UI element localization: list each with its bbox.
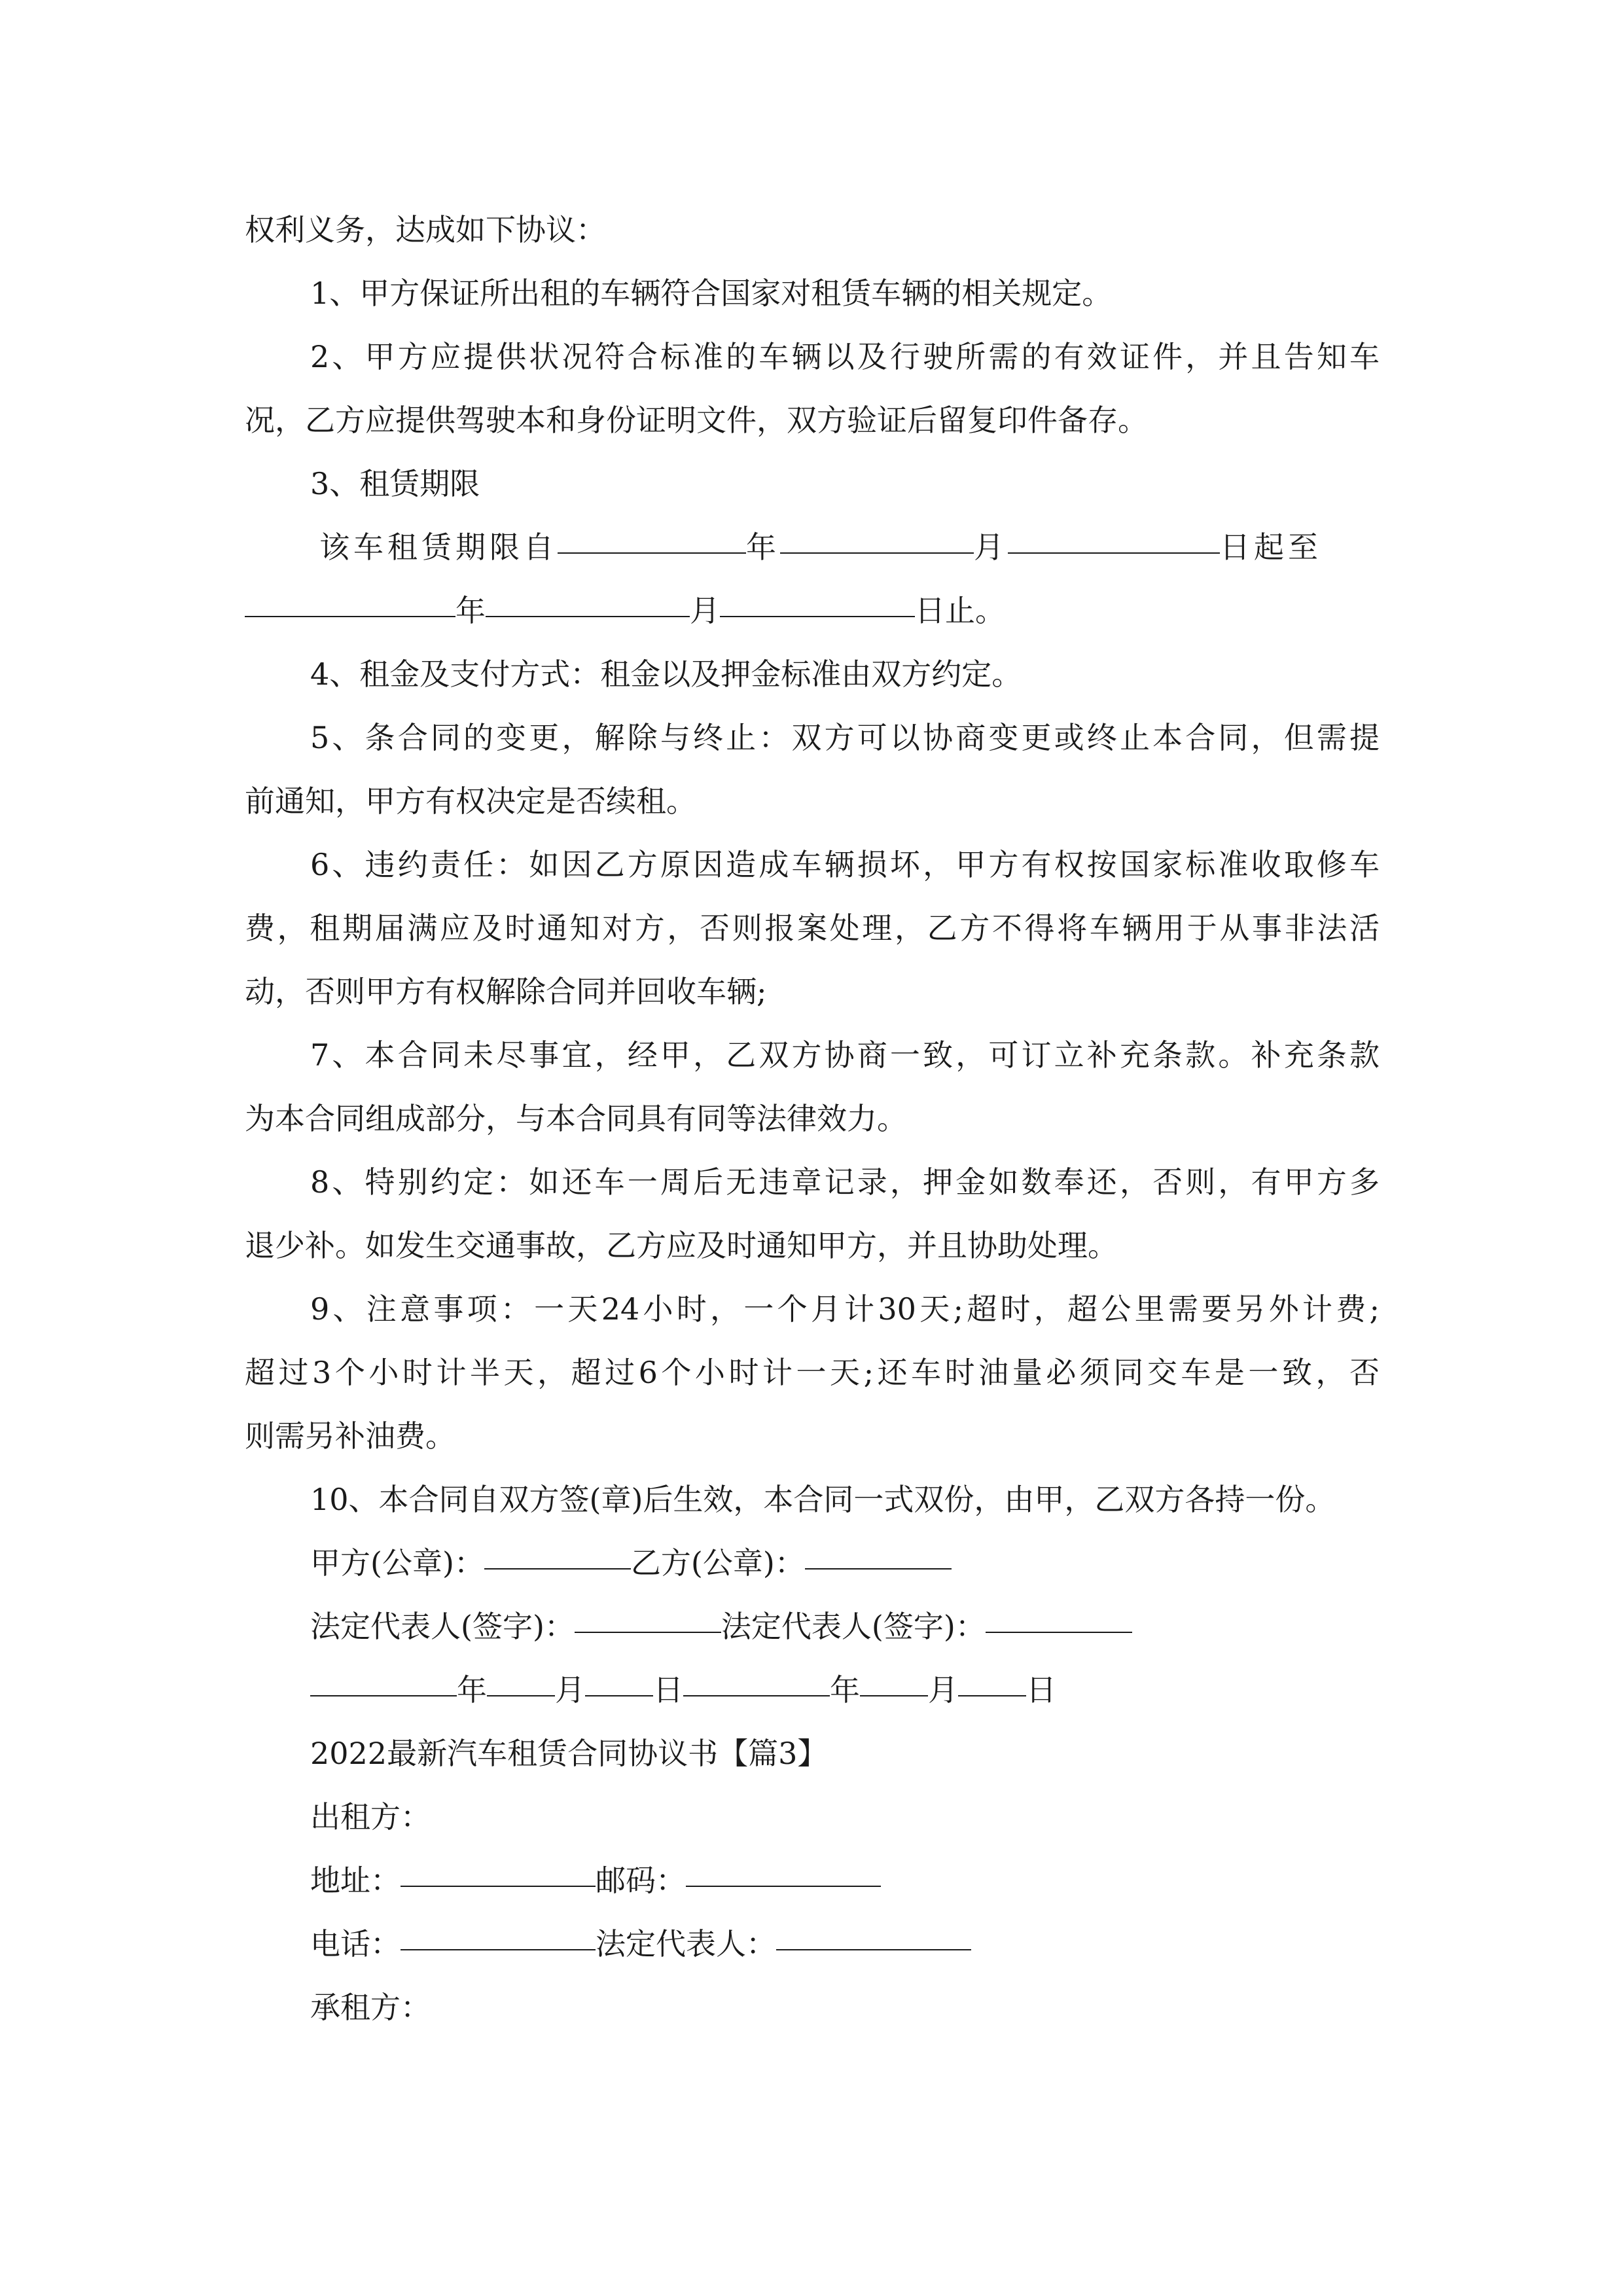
- lease-month-label: 月: [690, 593, 720, 628]
- lessor-address-line: [245, 1848, 1380, 1912]
- clause-6-cont: 费，租期届满应及时通知对方，否则报案处理，乙方不得将车辆用于从事非法活: [245, 910, 1380, 946]
- lease-period-line: [245, 515, 1380, 579]
- section-heading: 2022最新汽车租赁合同协议书【篇3】: [310, 1736, 828, 1771]
- party-a-seal-label: 甲方(公章)：: [310, 1545, 484, 1581]
- blank-field: [484, 1532, 631, 1570]
- legal-rep-a-label: 法定代表人(签字)：: [310, 1609, 575, 1644]
- clause-2: 2、甲方应提供状况符合标准的车辆以及行驶所需的有效证件，并且告知车: [310, 339, 1380, 374]
- clause-5: 5、条合同的变更，解除与终止：双方可以协商变更或终止本合同，但需提: [310, 720, 1380, 755]
- blank-field: [805, 1532, 952, 1570]
- date-day-label: 日: [653, 1672, 683, 1708]
- blank-field: [860, 1659, 928, 1696]
- lease-period-line-2: [245, 579, 1380, 643]
- blank-field: [486, 579, 690, 617]
- clause-4: 4、租金及支付方式：租金以及押金标准由双方约定。: [310, 656, 1022, 692]
- lease-month-label: 月: [974, 529, 1008, 565]
- lease-day-from-label: 日起至: [1220, 529, 1322, 565]
- blank-field: [401, 1912, 596, 1950]
- blank-field: [245, 579, 455, 617]
- postcode-label: 邮码：: [596, 1863, 686, 1898]
- blank-field: [558, 516, 746, 554]
- legal-rep-b-label: 法定代表人(签字)：: [721, 1609, 986, 1644]
- legal-rep-signature-line: [245, 1594, 1380, 1659]
- blank-field: [487, 1659, 555, 1696]
- paragraph-line: 权利义务，达成如下协议：: [245, 212, 606, 247]
- address-label: 地址：: [310, 1863, 401, 1898]
- clause-8-cont: 退少补。如发生交通事故，乙方应及时通知甲方，并且协助处理。: [245, 1228, 1118, 1263]
- clause-6-cont: 动，否则甲方有权解除合同并回收车辆;: [245, 974, 767, 1009]
- blank-field: [1008, 516, 1220, 554]
- blank-field: [686, 1849, 881, 1887]
- blank-field: [986, 1595, 1132, 1633]
- blank-field: [776, 1912, 971, 1950]
- clause-8: 8、特别约定：如还车一周后无违章记录，押金如数奉还，否则，有甲方多: [310, 1164, 1380, 1200]
- blank-field: [780, 516, 974, 554]
- blank-field: [401, 1849, 596, 1887]
- date-day-label: 日: [1026, 1672, 1056, 1708]
- date-line: [245, 1658, 1380, 1722]
- lessee-label: 承租方：: [310, 1990, 431, 2025]
- clause-9-cont: 则需另补油费。: [245, 1418, 455, 1454]
- clause-1: 1、甲方保证所出租的车辆符合国家对租赁车辆的相关规定。: [310, 276, 1113, 311]
- blank-field: [575, 1595, 721, 1633]
- clause-9: 9、注意事项：一天24小时，一个月计30天;超时，超公里需要另外计费;: [310, 1291, 1380, 1327]
- blank-field: [720, 579, 915, 617]
- lease-year-label: 年: [746, 529, 780, 565]
- clause-3: 3、租赁期限: [310, 466, 480, 501]
- lease-year-label: 年: [455, 593, 486, 628]
- clause-9-cont: 超过3个小时计半天，超过6个小时计一天;还车时油量必须同交车是一致，否: [245, 1355, 1380, 1390]
- lease-period-prefix: 该车租赁期限自: [319, 529, 558, 565]
- date-month-label: 月: [555, 1672, 585, 1708]
- lease-day-until-label: 日止。: [915, 593, 1005, 628]
- clause-5-cont: 前通知，甲方有权决定是否续租。: [245, 783, 696, 819]
- clause-7-cont: 为本合同组成部分，与本合同具有同等法律效力。: [245, 1101, 907, 1136]
- blank-field: [683, 1659, 830, 1696]
- legal-rep-label: 法定代表人：: [596, 1926, 776, 1962]
- date-month-label: 月: [928, 1672, 958, 1708]
- date-year-label: 年: [457, 1672, 487, 1708]
- party-seal-line: [245, 1531, 1380, 1595]
- clause-10: 10、本合同自双方签(章)后生效，本合同一式双份，由甲，乙双方各持一份。: [310, 1482, 1336, 1517]
- lessor-phone-line: [245, 1912, 1380, 1976]
- clause-7: 7、本合同未尽事宜，经甲，乙双方协商一致，可订立补充条款。补充条款: [310, 1037, 1380, 1073]
- phone-label: 电话：: [310, 1926, 401, 1962]
- clause-6: 6、违约责任：如因乙方原因造成车辆损坏，甲方有权按国家标准收取修车: [310, 847, 1380, 882]
- blank-field: [585, 1659, 653, 1696]
- blank-field: [958, 1659, 1026, 1696]
- clause-2-cont: 况，乙方应提供驾驶本和身份证明文件，双方验证后留复印件备存。: [245, 403, 1148, 438]
- date-year-label: 年: [830, 1672, 860, 1708]
- lessor-label: 出租方：: [310, 1799, 431, 1835]
- blank-field: [310, 1659, 457, 1696]
- party-b-seal-label: 乙方(公章)：: [630, 1545, 805, 1581]
